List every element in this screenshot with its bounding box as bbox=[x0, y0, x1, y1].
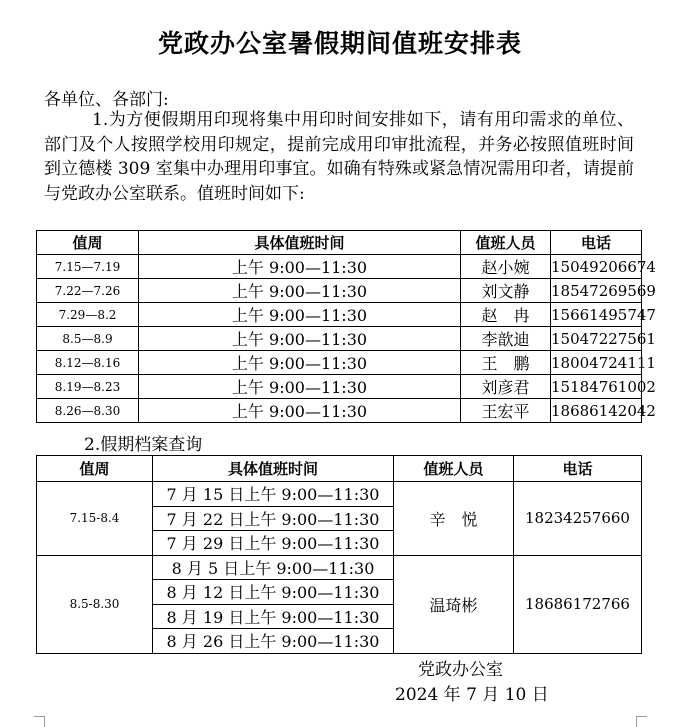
intro-paragraph: 1.为方便假期用印现将集中用印时间安排如下，请有用印需求的单位、部门及个人按照学校用印规定，提前完成用印审批流程，并务必按照值班时间到立德楼 309 室集中办理用印事宜。如确有特殊或紧急情况需用印者，请提前与党政办公室联系。值班时间如下: bbox=[44, 110, 634, 204]
person-cell: 王 鹏 bbox=[461, 351, 551, 375]
document-title: 党政办公室暑假期间值班安排表 bbox=[157, 29, 522, 58]
person-cell: 王宏平 bbox=[461, 399, 551, 423]
time-cell: 8 月 26 日上午 9:00—11:30 bbox=[153, 629, 394, 654]
person-cell: 刘彦君 bbox=[461, 375, 551, 399]
week-cell: 7.15-8.4 bbox=[37, 482, 153, 556]
week-cell: 7.22—7.26 bbox=[37, 279, 139, 303]
column-header-week: 值周 bbox=[37, 456, 153, 482]
person-cell: 温琦彬 bbox=[394, 555, 514, 653]
table-row bbox=[37, 555, 642, 580]
column-header-person: 值班人员 bbox=[461, 231, 551, 255]
table-row bbox=[37, 279, 642, 303]
phone-cell: 15049206674 bbox=[551, 255, 642, 279]
greeting: 各单位、各部门: bbox=[44, 90, 169, 110]
table-row bbox=[37, 327, 642, 351]
section-title-archive: 2.假期档案查询 bbox=[84, 435, 203, 455]
page-corner-mark bbox=[636, 716, 647, 727]
week-cell: 8.5—8.9 bbox=[37, 327, 139, 351]
phone-cell: 18686172766 bbox=[514, 555, 642, 653]
time-cell: 上午 9:00—11:30 bbox=[139, 303, 461, 327]
week-cell: 7.15—7.19 bbox=[37, 255, 139, 279]
time-cell: 7 月 15 日上午 9:00—11:30 bbox=[153, 482, 394, 507]
archive-duty-table bbox=[36, 455, 642, 654]
week-cell: 8.26—8.30 bbox=[37, 399, 139, 423]
person-cell: 刘文静 bbox=[461, 279, 551, 303]
person-cell: 赵小婉 bbox=[461, 255, 551, 279]
table-row bbox=[37, 482, 642, 507]
week-cell: 7.29—8.2 bbox=[37, 303, 139, 327]
person-cell: 赵 冉 bbox=[461, 303, 551, 327]
time-cell: 上午 9:00—11:30 bbox=[139, 255, 461, 279]
person-cell: 李歆迪 bbox=[461, 327, 551, 351]
time-cell: 7 月 22 日上午 9:00—11:30 bbox=[153, 506, 394, 531]
table-header-row bbox=[37, 456, 642, 482]
signature-date: 2024 年 7 月 10 日 bbox=[395, 685, 549, 705]
stamp-duty-table bbox=[36, 230, 656, 423]
person-cell: 辛 悦 bbox=[394, 482, 514, 556]
phone-cell: 15661495747 bbox=[551, 303, 642, 327]
time-cell: 上午 9:00—11:30 bbox=[139, 351, 461, 375]
table-row bbox=[37, 399, 642, 423]
phone-cell: 15184761002 bbox=[551, 375, 642, 399]
phone-cell: 18547269569 bbox=[551, 279, 642, 303]
time-cell: 7 月 29 日上午 9:00—11:30 bbox=[153, 531, 394, 556]
time-cell: 上午 9:00—11:30 bbox=[139, 375, 461, 399]
table-row bbox=[37, 351, 642, 375]
time-cell: 上午 9:00—11:30 bbox=[139, 399, 461, 423]
column-header-week: 值周 bbox=[37, 231, 139, 255]
column-header-phone: 电话 bbox=[551, 231, 642, 255]
column-header-phone: 电话 bbox=[514, 456, 642, 482]
time-cell: 8 月 12 日上午 9:00—11:30 bbox=[153, 580, 394, 605]
page-corner-mark bbox=[34, 716, 45, 727]
time-cell: 上午 9:00—11:30 bbox=[139, 327, 461, 351]
table-row bbox=[37, 255, 642, 279]
phone-cell: 18686142042 bbox=[551, 399, 642, 423]
table-header-row bbox=[37, 231, 642, 255]
time-cell: 上午 9:00—11:30 bbox=[139, 279, 461, 303]
time-cell: 8 月 5 日上午 9:00—11:30 bbox=[153, 555, 394, 580]
column-header-person: 值班人员 bbox=[394, 456, 514, 482]
week-cell: 8.5-8.30 bbox=[37, 555, 153, 653]
phone-cell: 18234257660 bbox=[514, 482, 642, 556]
column-header-time: 具体值班时间 bbox=[153, 456, 394, 482]
week-cell: 8.12—8.16 bbox=[37, 351, 139, 375]
phone-cell: 18004724111 bbox=[551, 351, 642, 375]
table-row bbox=[37, 303, 642, 327]
column-header-time: 具体值班时间 bbox=[139, 231, 461, 255]
phone-cell: 15047227561 bbox=[551, 327, 642, 351]
time-cell: 8 月 19 日上午 9:00—11:30 bbox=[153, 604, 394, 629]
table-row bbox=[37, 375, 642, 399]
week-cell: 8.19—8.23 bbox=[37, 375, 139, 399]
signature-office: 党政办公室 bbox=[418, 660, 503, 680]
